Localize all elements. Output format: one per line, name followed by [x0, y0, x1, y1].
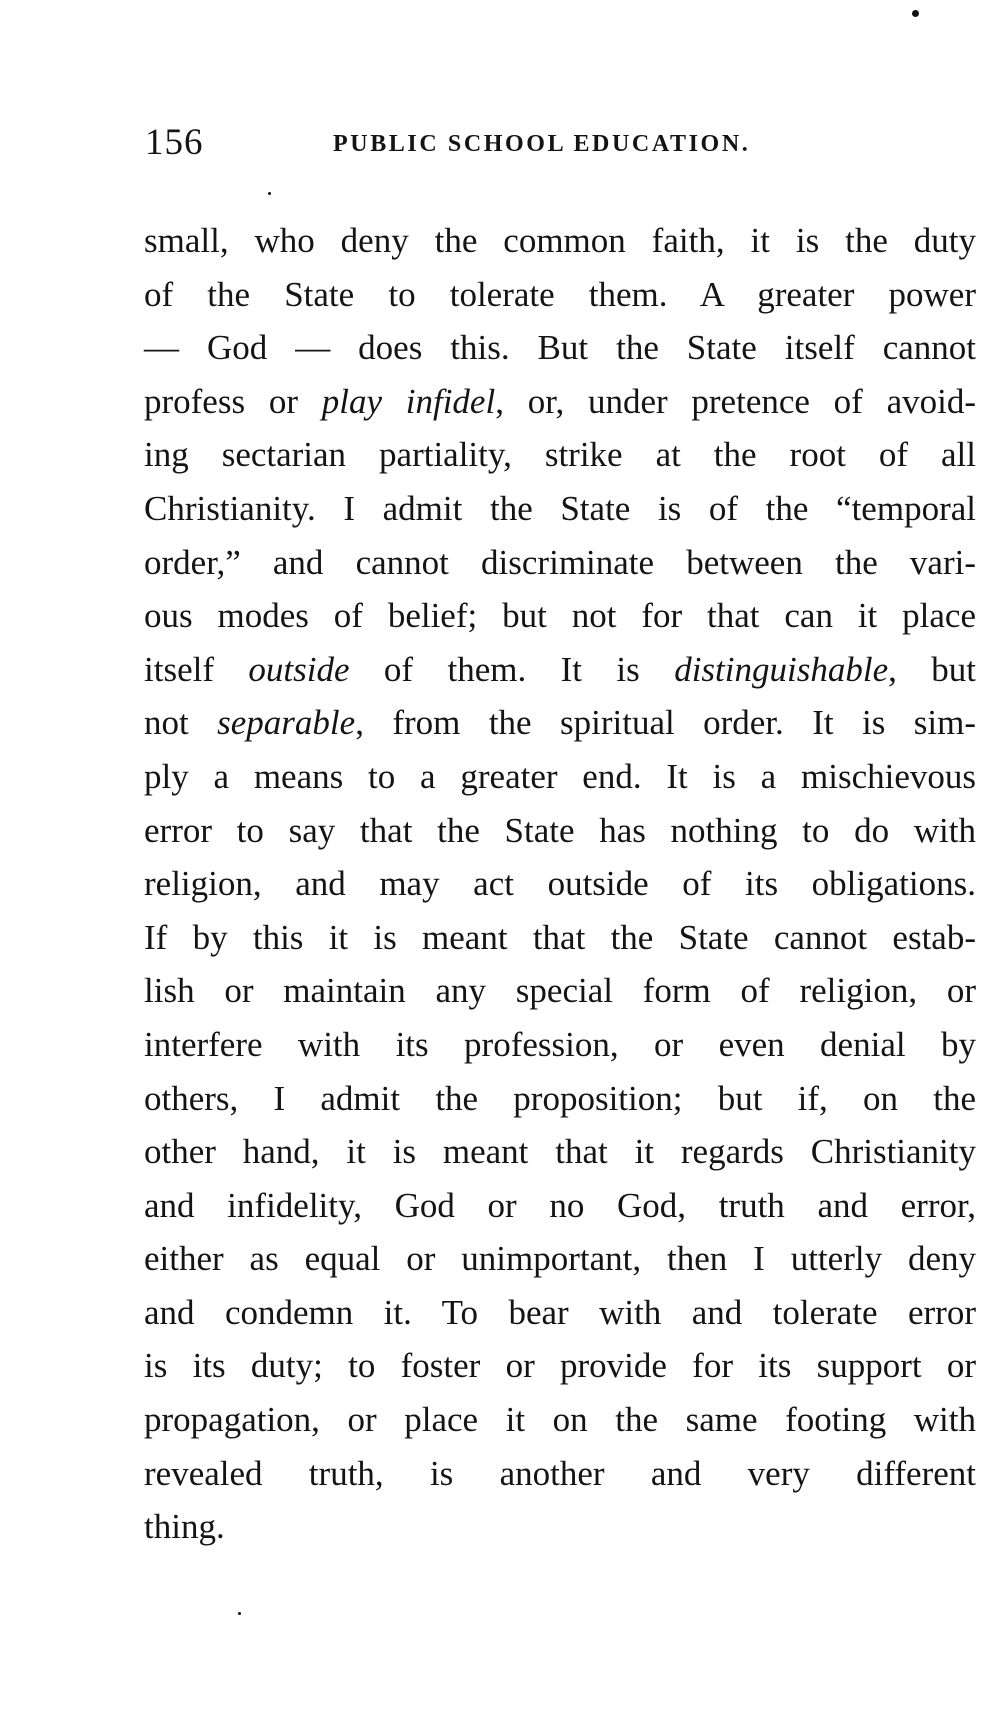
text-line [144, 1339, 976, 1393]
text-line [144, 536, 976, 590]
text-run: profess or [144, 381, 322, 421]
page-number: 156 [145, 122, 204, 163]
text-run: ous modes of belief; but not for that can it place [144, 596, 976, 636]
text-run: small, who deny the common faith, it is the duty [144, 221, 976, 260]
text-run: is its duty; to foster or provide for its support or [144, 1346, 976, 1386]
text-run: If by this it is meant that the State cannot estab- [144, 917, 976, 957]
text-line [144, 804, 976, 858]
italic-phrase: distinguishable [674, 649, 889, 689]
text-run: Christianity. I admit the State is of the “temporal [144, 488, 976, 528]
text-run: itself [144, 649, 249, 689]
page-header [145, 118, 965, 168]
text-line [144, 696, 976, 750]
text-line [144, 589, 976, 643]
text-run: lish or maintain any special form of religion, or [144, 971, 976, 1011]
italic-phrase: play infidel [321, 381, 496, 421]
text-line [144, 1393, 976, 1447]
text-line [144, 375, 976, 429]
text-run: — God — does this. But the State itself cannot [144, 328, 976, 368]
text-run: ing sectarian partiality, strike at the root of all [144, 435, 976, 475]
text-run: not [144, 703, 218, 743]
text-line [144, 1232, 976, 1286]
text-run: propagation, or place it on the same footing with [144, 1400, 976, 1440]
ink-speck [268, 192, 271, 195]
text-run: others, I admit the proposition; but if, on the [144, 1078, 976, 1118]
italic-phrase: outside [248, 649, 350, 689]
ink-speck [912, 10, 919, 17]
text-run: , but [888, 649, 976, 689]
text-run: , or, under pretence of avoid- [495, 381, 976, 421]
ink-speck [238, 1612, 241, 1615]
text-run: , from the spiritual order. It is sim- [355, 703, 976, 743]
text-line [144, 911, 976, 965]
text-run: revealed truth, is another and very different [144, 1453, 976, 1493]
text-line [144, 482, 976, 536]
text-line [144, 1179, 976, 1233]
italic-phrase: separable [217, 703, 356, 743]
body-text [144, 214, 976, 1554]
text-run: other hand, it is meant that it regards Christianity [144, 1132, 976, 1172]
running-head: PUBLIC SCHOOL EDUCATION. [333, 131, 751, 157]
text-line [144, 964, 976, 1018]
text-run: of the State to tolerate them. A greater power [144, 274, 976, 314]
text-line [144, 1447, 976, 1501]
text-line [144, 321, 976, 375]
text-line [144, 1500, 976, 1554]
text-line [144, 1286, 976, 1340]
text-run: error to say that the State has nothing to do with [144, 810, 976, 850]
text-line [144, 428, 976, 482]
text-run: and infidelity, God or no God, truth and error, [144, 1185, 976, 1225]
text-run: either as equal or unimportant, then I utterly deny [144, 1239, 976, 1279]
text-line [144, 1072, 976, 1126]
text-run: ply a means to a greater end. It is a mischievous [144, 756, 976, 796]
text-line [144, 214, 976, 268]
text-line [144, 268, 976, 322]
text-run: religion, and may act outside of its obligations. [144, 864, 976, 904]
text-line [144, 1018, 976, 1072]
text-run: of them. It is [349, 649, 675, 689]
text-run: thing. [144, 1507, 225, 1547]
text-line [144, 1125, 976, 1179]
text-run: order,” and cannot discriminate between the vari- [144, 542, 976, 582]
text-line [144, 857, 976, 911]
text-run: and condemn it. To bear with and tolerate error [144, 1292, 976, 1332]
text-line [144, 750, 976, 804]
text-line [144, 643, 976, 697]
text-run: interfere with its profession, or even denial by [144, 1024, 976, 1064]
